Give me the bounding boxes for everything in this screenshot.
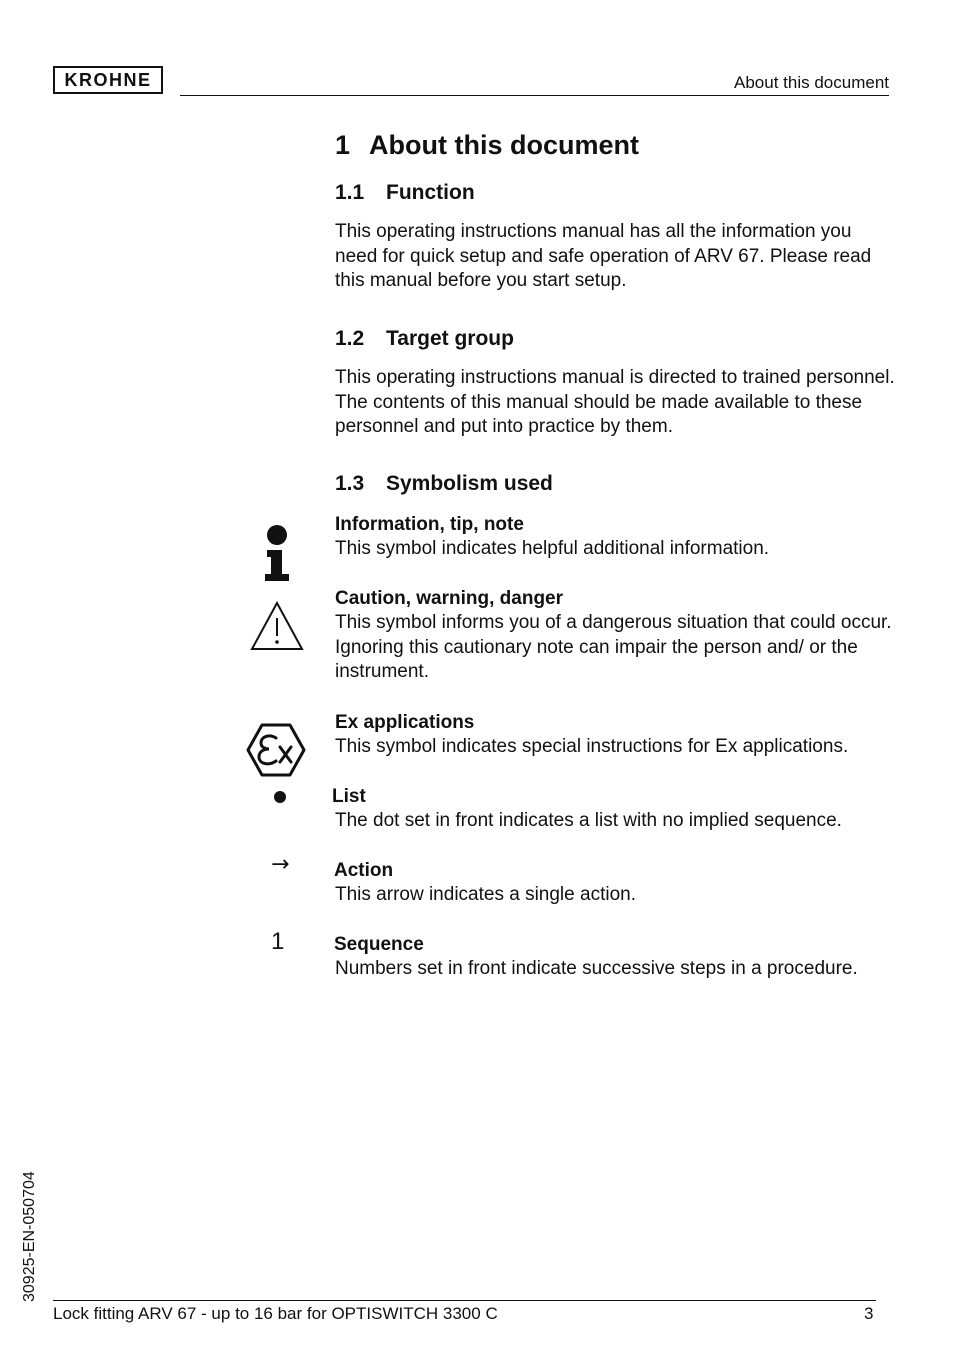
- symbol-description: This arrow indicates a single action.: [335, 884, 636, 905]
- ex-hexagon-icon: [246, 722, 306, 778]
- chapter-title: About this document: [369, 130, 639, 160]
- footer-title: Lock fitting ARV 67 - up to 16 bar for OPTISWITCH 3300 C: [53, 1304, 498, 1323]
- section-number: 1.3: [335, 472, 365, 495]
- document-number: 30925-EN-050704: [21, 1171, 38, 1302]
- running-header-title: About this document: [734, 73, 889, 92]
- symbol-entry-list: [332, 784, 895, 834]
- section-heading-function: [335, 181, 475, 205]
- symbol-title: List: [332, 786, 366, 807]
- arrow-right-icon: →: [271, 852, 290, 877]
- number-one-icon: 1: [271, 928, 285, 955]
- symbol-description: This symbol informs you of a dangerous situation that could occur. Ignoring this cautionary note can impair the person and/ or the instrument.: [335, 612, 892, 682]
- section-title: Symbolism used: [386, 472, 553, 495]
- symbol-title: Information, tip, note: [335, 514, 524, 535]
- krohne-logo: KROHNE: [53, 66, 163, 94]
- chapter-heading: [335, 130, 639, 161]
- bullet-dot-icon: [274, 791, 286, 803]
- symbol-entry-sequence: [335, 932, 895, 982]
- symbol-description: The dot set in front indicates a list with no implied sequence.: [335, 810, 842, 831]
- section-number: 1.2: [335, 327, 365, 350]
- footer-rule: [53, 1300, 876, 1301]
- symbol-entry-ex: [335, 710, 895, 760]
- warning-triangle-icon: [249, 600, 305, 652]
- page-number: 3: [864, 1304, 874, 1323]
- chapter-number: 1: [335, 130, 351, 160]
- symbol-description: This symbol indicates special instructions for Ex applications.: [335, 736, 849, 757]
- symbol-description: Numbers set in front indicate successive steps in a procedure.: [335, 958, 858, 979]
- symbol-title: Caution, warning, danger: [335, 588, 564, 609]
- section-body-target-group: This operating instructions manual is directed to trained personnel. The contents of this manual should be made available to these personnel and put into practice by them.: [335, 367, 895, 437]
- header-rule: [180, 95, 889, 96]
- section-title: Function: [386, 181, 475, 204]
- section-title: Target group: [386, 327, 514, 350]
- symbol-title: Action: [334, 860, 394, 881]
- symbol-title: Ex applications: [335, 712, 475, 733]
- section-heading-target-group: [335, 327, 514, 351]
- section-number: 1.1: [335, 181, 365, 204]
- info-icon: [262, 524, 292, 582]
- symbol-entry-action: [335, 858, 895, 908]
- symbol-title: Sequence: [334, 934, 424, 955]
- symbol-entry-info: [335, 512, 895, 562]
- section-heading-symbolism: [335, 472, 553, 496]
- symbol-description: This symbol indicates helpful additional information.: [335, 538, 770, 559]
- symbol-entry-warning: [335, 586, 895, 685]
- section-body-function: This operating instructions manual has all the information you need for quick setup and safe operation of ARV 67. Please read this manual before you start setup.: [335, 221, 872, 291]
